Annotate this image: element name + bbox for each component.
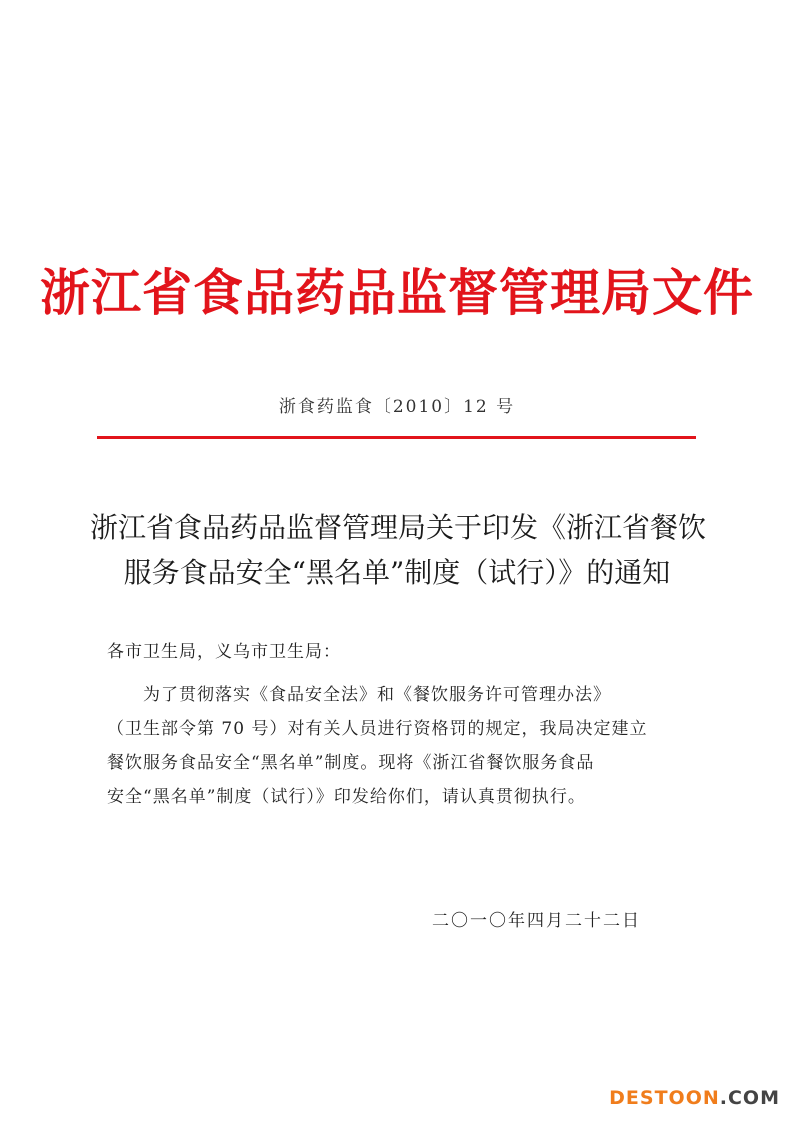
body-line: 安全“黑名单”制度（试行）》印发给你们，请认真贯彻执行。	[107, 787, 586, 807]
document-number: 浙食药监食〔2010〕12 号	[278, 397, 516, 417]
notice-body	[107, 678, 697, 814]
issue-date: 二〇一〇年四月二十二日	[432, 911, 641, 931]
red-divider-line	[97, 436, 696, 439]
watermark-tld: .COM	[719, 1087, 780, 1109]
watermark-name: DESTOON	[609, 1087, 720, 1109]
body-line: 餐饮服务食品安全“黑名单”制度。现将《浙江省餐饮服务食品	[107, 753, 595, 773]
document-masthead: 浙江省食品药品监督管理局文件	[40, 264, 754, 322]
notice-title	[90, 505, 707, 595]
salutation: 各市卫生局，义乌市卫生局：	[107, 642, 341, 662]
body-line: （卫生部令第 70 号）对有关人员进行资格罚的规定，我局决定建立	[107, 719, 648, 739]
site-watermark	[609, 1087, 780, 1109]
notice-title-line: 浙江省食品药品监督管理局关于印发《浙江省餐饮	[90, 511, 707, 544]
body-line: 为了贯彻落实《食品安全法》和《餐饮服务许可管理办法》	[143, 685, 611, 705]
notice-title-line: 服务食品安全“黑名单”制度（试行）》的通知	[123, 556, 671, 589]
